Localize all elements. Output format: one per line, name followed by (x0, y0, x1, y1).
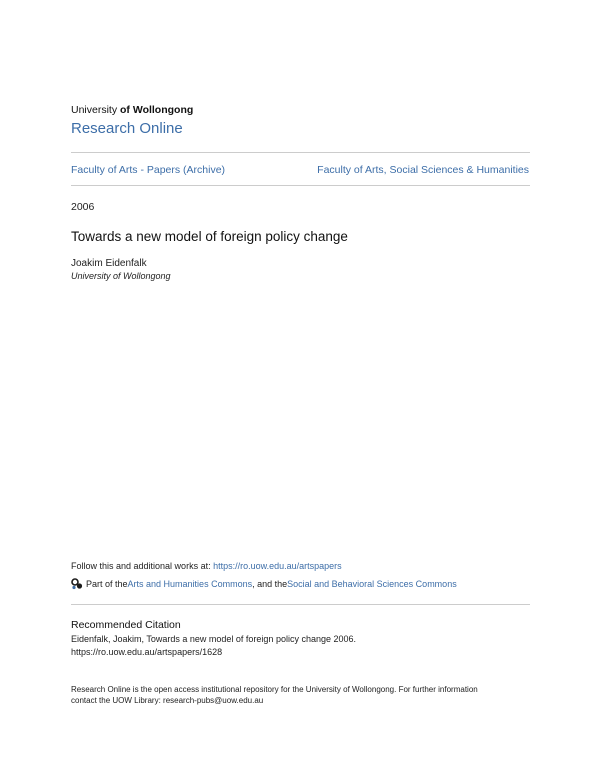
publication-year: 2006 (71, 201, 95, 213)
footer-contact-prefix: contact the UOW Library: (71, 696, 164, 705)
follow-line (71, 561, 342, 571)
network-commons-icon (71, 578, 83, 590)
part-of-middle: , and the (252, 579, 288, 589)
paper-title: Towards a new model of foreign policy change (71, 229, 348, 244)
citation-url: https://ro.uow.edu.au/artspapers/1628 (71, 647, 223, 657)
top-divider (71, 152, 530, 153)
university-prefix: University (71, 104, 118, 116)
faculty-arts-social-sciences-link[interactable]: Faculty of Arts, Social Sciences & Humanities (317, 164, 529, 176)
author-name: Joakim Eidenfalk (71, 258, 147, 269)
author-affiliation: University of Wollongong (71, 271, 171, 281)
social-behavioral-commons-link[interactable]: Social and Behavioral Sciences Commons (287, 579, 457, 589)
faculty-divider (71, 185, 530, 186)
part-of-prefix: Part of the (86, 579, 128, 589)
footer-email: research-pubs@uow.edu.au (163, 696, 264, 705)
citation-heading: Recommended Citation (71, 619, 181, 631)
university-name (71, 104, 193, 116)
follow-prefix: Follow this and additional works at: (71, 561, 214, 571)
footer-line-2 (71, 696, 263, 705)
citation-divider (71, 604, 530, 605)
part-of-line (71, 578, 457, 590)
footer-line-1: Research Online is the open access institutional repository for the University of Wollongong. For further information (71, 685, 478, 694)
research-online-link[interactable]: Research Online (71, 120, 183, 137)
arts-humanities-commons-link[interactable]: Arts and Humanities Commons (127, 579, 253, 589)
faculty-arts-papers-link[interactable]: Faculty of Arts - Papers (Archive) (71, 164, 226, 176)
university-suffix: of Wollongong (120, 104, 194, 116)
citation-text: Eidenfalk, Joakim, Towards a new model of foreign policy change 2006. (71, 634, 356, 644)
follow-url-link[interactable]: https://ro.uow.edu.au/artspapers (213, 561, 342, 571)
